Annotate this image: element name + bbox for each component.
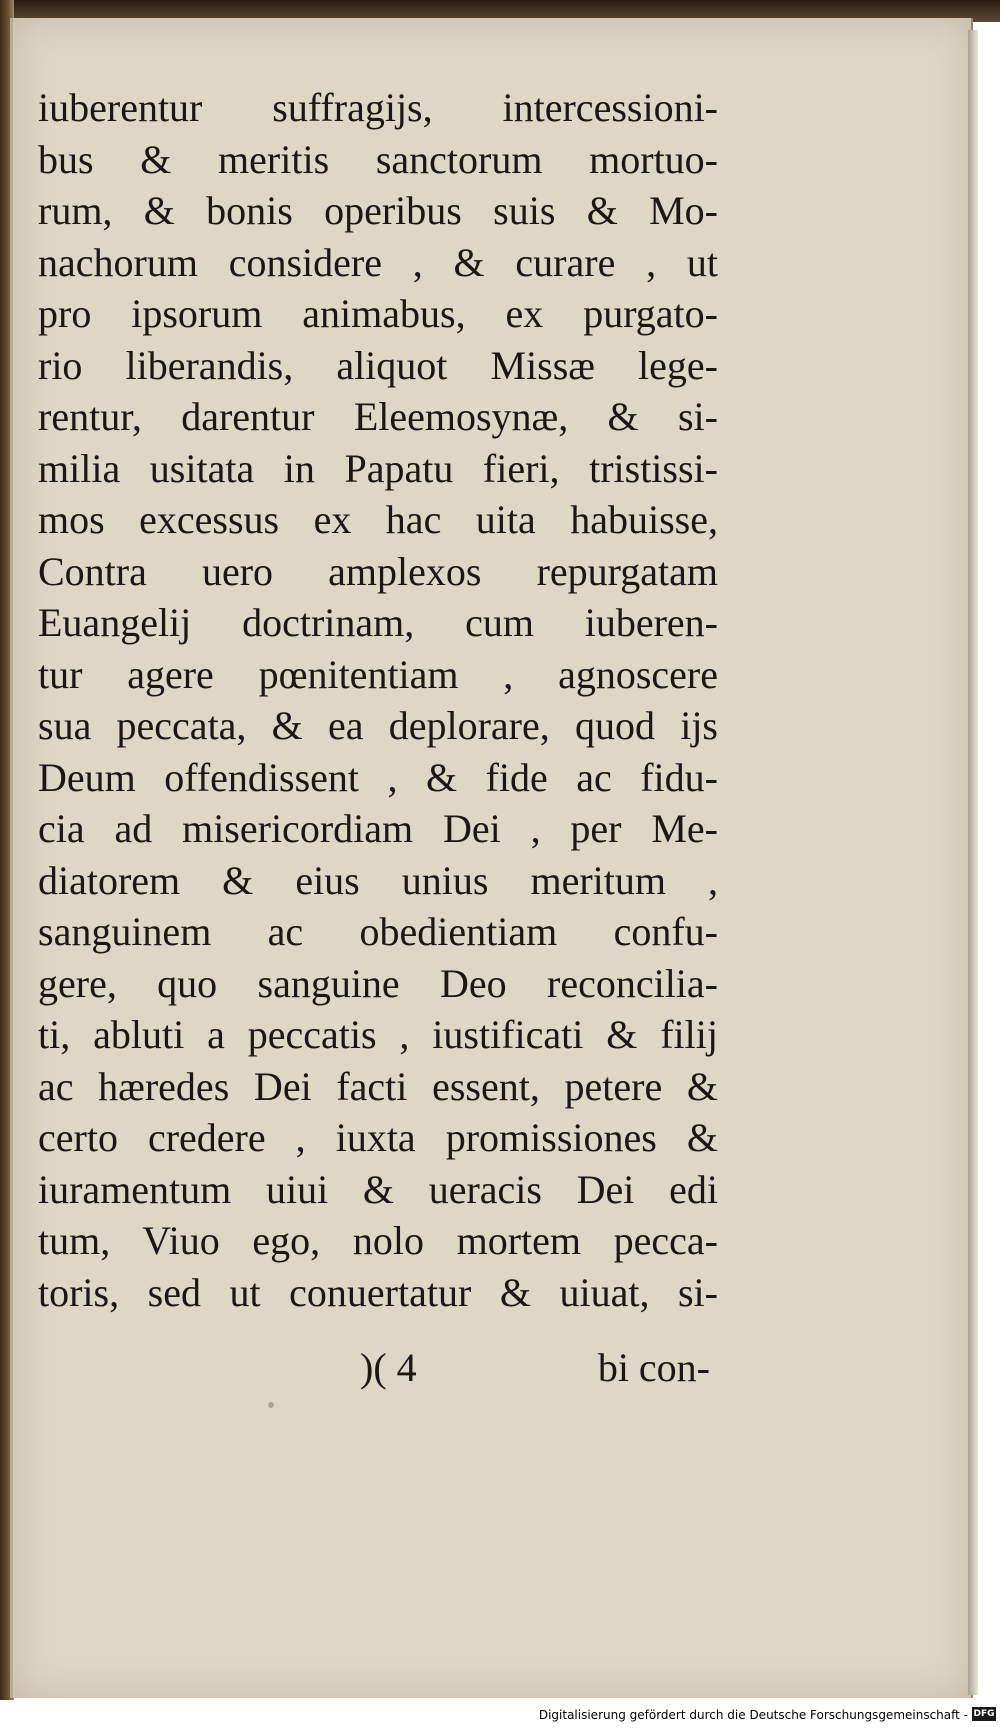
text-line: diatorem & eius unius meritum , xyxy=(38,857,718,903)
text-line: Deum offendissent , & fide ac fidu- xyxy=(38,754,718,800)
page-right-edge xyxy=(968,30,978,1695)
signature-row xyxy=(360,1344,710,1396)
text-line: sua peccata, & ea deplorare, quod ijs xyxy=(38,703,718,748)
text-line: gere, quo sanguine Deo reconcilia- xyxy=(38,960,718,1006)
footer-credit: Digitalisierung gefördert durch die Deutsche Forschungsgemeinschaft - xyxy=(538,1708,968,1722)
text-line: rio liberandis, aliquot Missæ lege- xyxy=(38,342,718,388)
text-line: tum, Viuo ego, nolo mortem pecca- xyxy=(38,1218,718,1263)
text-line: certo credere , iuxta promissiones & xyxy=(38,1115,718,1160)
signature-mark: )( 4 xyxy=(360,1345,417,1390)
text-line: iuramentum uiui & ueracis Dei edi xyxy=(38,1166,718,1212)
text-line: toris, sed ut conuertatur & uiuat, si- xyxy=(38,1269,718,1315)
catchword: bi con- xyxy=(597,1345,710,1390)
text-line: Contra uero amplexos repurgatam xyxy=(38,548,718,594)
text-line: nachorum considere , & curare , ut xyxy=(38,239,718,285)
text-line: rentur, darentur Eleemosynæ, & si- xyxy=(38,394,718,439)
text-line: mos excessus ex hac uita habuisse, xyxy=(38,497,718,542)
text-line: rum, & bonis operibus suis & Mo- xyxy=(38,188,718,233)
text-line: pro ipsorum animabus, ex purgato- xyxy=(38,291,718,336)
text-line: ac hæredes Dei facti essent, petere & xyxy=(38,1063,718,1109)
text-line: tur agere pœnitentiam , agnoscere xyxy=(38,651,718,697)
text-line: Euangelij doctrinam, cum iuberen- xyxy=(38,600,718,645)
text-line: sanguinem ac obedientiam confu- xyxy=(38,909,718,954)
text-line: milia usitata in Papatu fieri, tristissi- xyxy=(38,445,718,491)
page-text-block xyxy=(38,82,718,1318)
text-line: cia ad misericordiam Dei , per Me- xyxy=(38,806,718,851)
text-line: ti, abluti a peccatis , iustificati & filij xyxy=(38,1012,718,1057)
text-line: bus & meritis sanctorum mortuo- xyxy=(38,136,718,182)
ink-speck xyxy=(268,1402,274,1408)
text-line: iuberentur suffragijs, intercessioni- xyxy=(38,85,718,130)
dfg-logo-icon: DFG xyxy=(973,1709,995,1719)
